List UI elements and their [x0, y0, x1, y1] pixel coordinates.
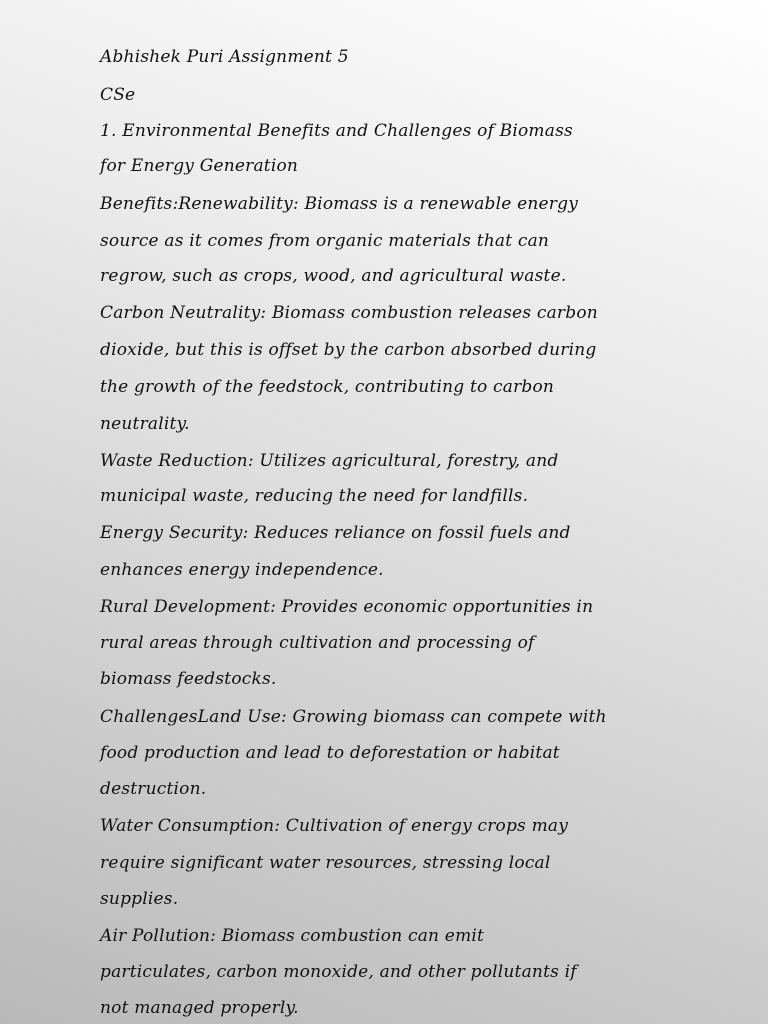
text-line: enhances energy independence. [100, 560, 384, 580]
text-line: Rural Development: Provides economic opportunities in [100, 597, 594, 617]
text-line: Carbon Neutrality: Biomass combustion releases carbon [100, 303, 598, 323]
text-line: supplies. [100, 889, 179, 909]
text-line: municipal waste, reducing the need for landfills. [100, 486, 529, 506]
text-line: biomass feedstocks. [100, 669, 277, 689]
text-line: Energy Security: Reduces reliance on fossil fuels and [100, 523, 571, 543]
header-course-line: CSe [100, 85, 136, 105]
text-line: neutrality. [100, 414, 190, 434]
question-title-line: 1. Environmental Benefits and Challenges of Biomass [100, 121, 573, 141]
text-line: particulates, carbon monoxide, and other pollutants if [100, 962, 577, 982]
text-line: regrow, such as crops, wood, and agricultural waste. [100, 266, 567, 286]
text-line: destruction. [100, 779, 207, 799]
text-line: dioxide, but this is offset by the carbon absorbed during [100, 340, 597, 360]
text-line: Air Pollution: Biomass combustion can emit [100, 926, 485, 946]
text-line: food production and lead to deforestation or habitat [100, 743, 560, 763]
text-line: not managed properly. [100, 998, 299, 1018]
text-line: ChallengesLand Use: Growing biomass can compete with [100, 707, 607, 727]
text-line: Waste Reduction: Utilizes agricultural, forestry, and [100, 451, 559, 471]
text-line: Water Consumption: Cultivation of energy crops may [100, 816, 569, 836]
text-line: source as it comes from organic materials that can [100, 231, 550, 251]
text-line: Benefits:Renewability: Biomass is a renewable energy [100, 194, 579, 214]
text-line: the growth of the feedstock, contributing to carbon [100, 377, 555, 397]
text-line: require significant water resources, stressing local [100, 853, 551, 873]
header-name-line: Abhishek Puri Assignment 5 [100, 47, 349, 67]
text-line: rural areas through cultivation and processing of [100, 633, 535, 653]
question-title-line: for Energy Generation [100, 156, 299, 176]
